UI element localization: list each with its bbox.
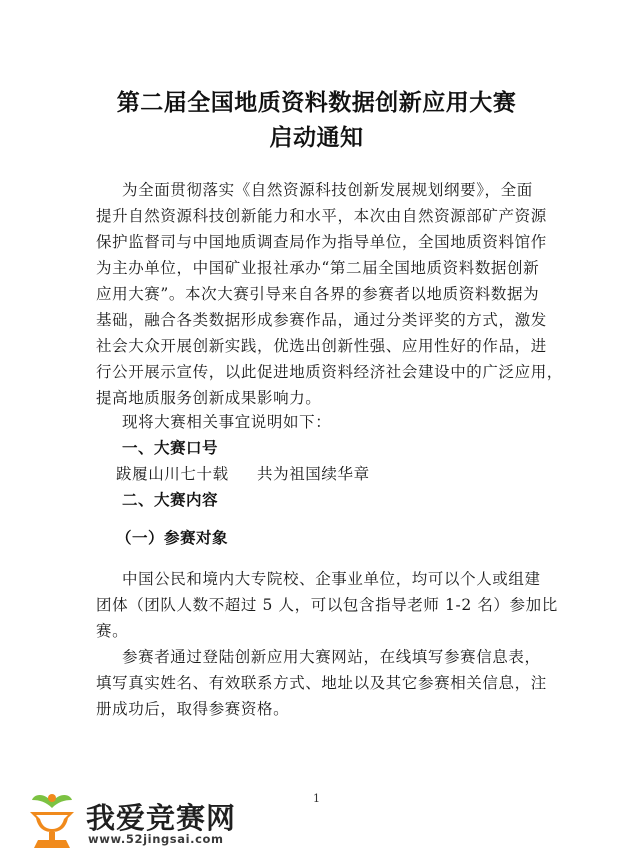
registration-line: 参赛者通过登陆创新应用大赛网站，在线填写参赛信息表， [122, 648, 541, 666]
section-heading-content: 二、大赛内容 [122, 491, 219, 509]
registration-line: 填写真实姓名、有效联系方式、地址以及其它参赛相关信息，注 [96, 674, 547, 692]
intro-line: 基础，融合各类数据形成参赛作品，通过分类评奖的方式，激发 [96, 311, 547, 329]
lead-in-text: 现将大赛相关事宜说明如下： [122, 413, 332, 431]
intro-line: 行公开展示宣传，以此促进地质资料经济社会建设中的广泛应用， [96, 363, 563, 381]
intro-line: 提升自然资源科技创新能力和水平，本次由自然资源部矿产资源 [96, 207, 547, 225]
watermark-url-text: www.52jingsai.com [88, 832, 224, 846]
intro-line: 提高地质服务创新成果影响力。 [96, 389, 322, 407]
watermark-logo [22, 788, 252, 858]
page-number: 1 [313, 792, 320, 805]
subsection-heading-participants: （一）参赛对象 [116, 529, 229, 547]
slogan-part-2: 共为祖国续华章 [257, 465, 370, 483]
trophy-cup-icon [22, 788, 82, 850]
document-title-line-2: 启动通知 [269, 125, 364, 151]
participants-line: 赛。 [96, 622, 129, 640]
intro-line: 为全面贯彻落实《自然资源科技创新发展规划纲要》，全面 [122, 181, 533, 199]
watermark-brand-text: 我爱竞赛网 [86, 801, 237, 835]
registration-paragraph [96, 644, 552, 722]
intro-line: 应用大赛”。本次大赛引导来自各界的参赛者以地质资料数据为 [96, 285, 540, 303]
intro-line: 社会大众开展创新实践，优选出创新性强、应用性好的作品，进 [96, 337, 547, 355]
participants-line: 团体（团队人数不超过 5 人，可以包含指导老师 1-2 名）参加比 [96, 596, 558, 614]
participants-line: 中国公民和境内大专院校、企事业单位，均可以个人或组建 [122, 570, 541, 588]
intro-paragraph [96, 177, 563, 411]
intro-line: 为主办单位，中国矿业报社承办“第二届全国地质资料数据创新 [96, 259, 540, 277]
intro-line: 保护监督司与中国地质调查局作为指导单位，全国地质资料馆作 [96, 233, 547, 251]
slogan-part-1: 跋履山川七十载 [116, 465, 229, 483]
registration-line: 册成功后，取得参赛资格。 [96, 700, 290, 718]
document-title-line-1: 第二届全国地质资料数据创新应用大赛 [116, 90, 517, 116]
participants-paragraph [96, 566, 558, 644]
section-heading-slogan: 一、大赛口号 [122, 439, 219, 457]
